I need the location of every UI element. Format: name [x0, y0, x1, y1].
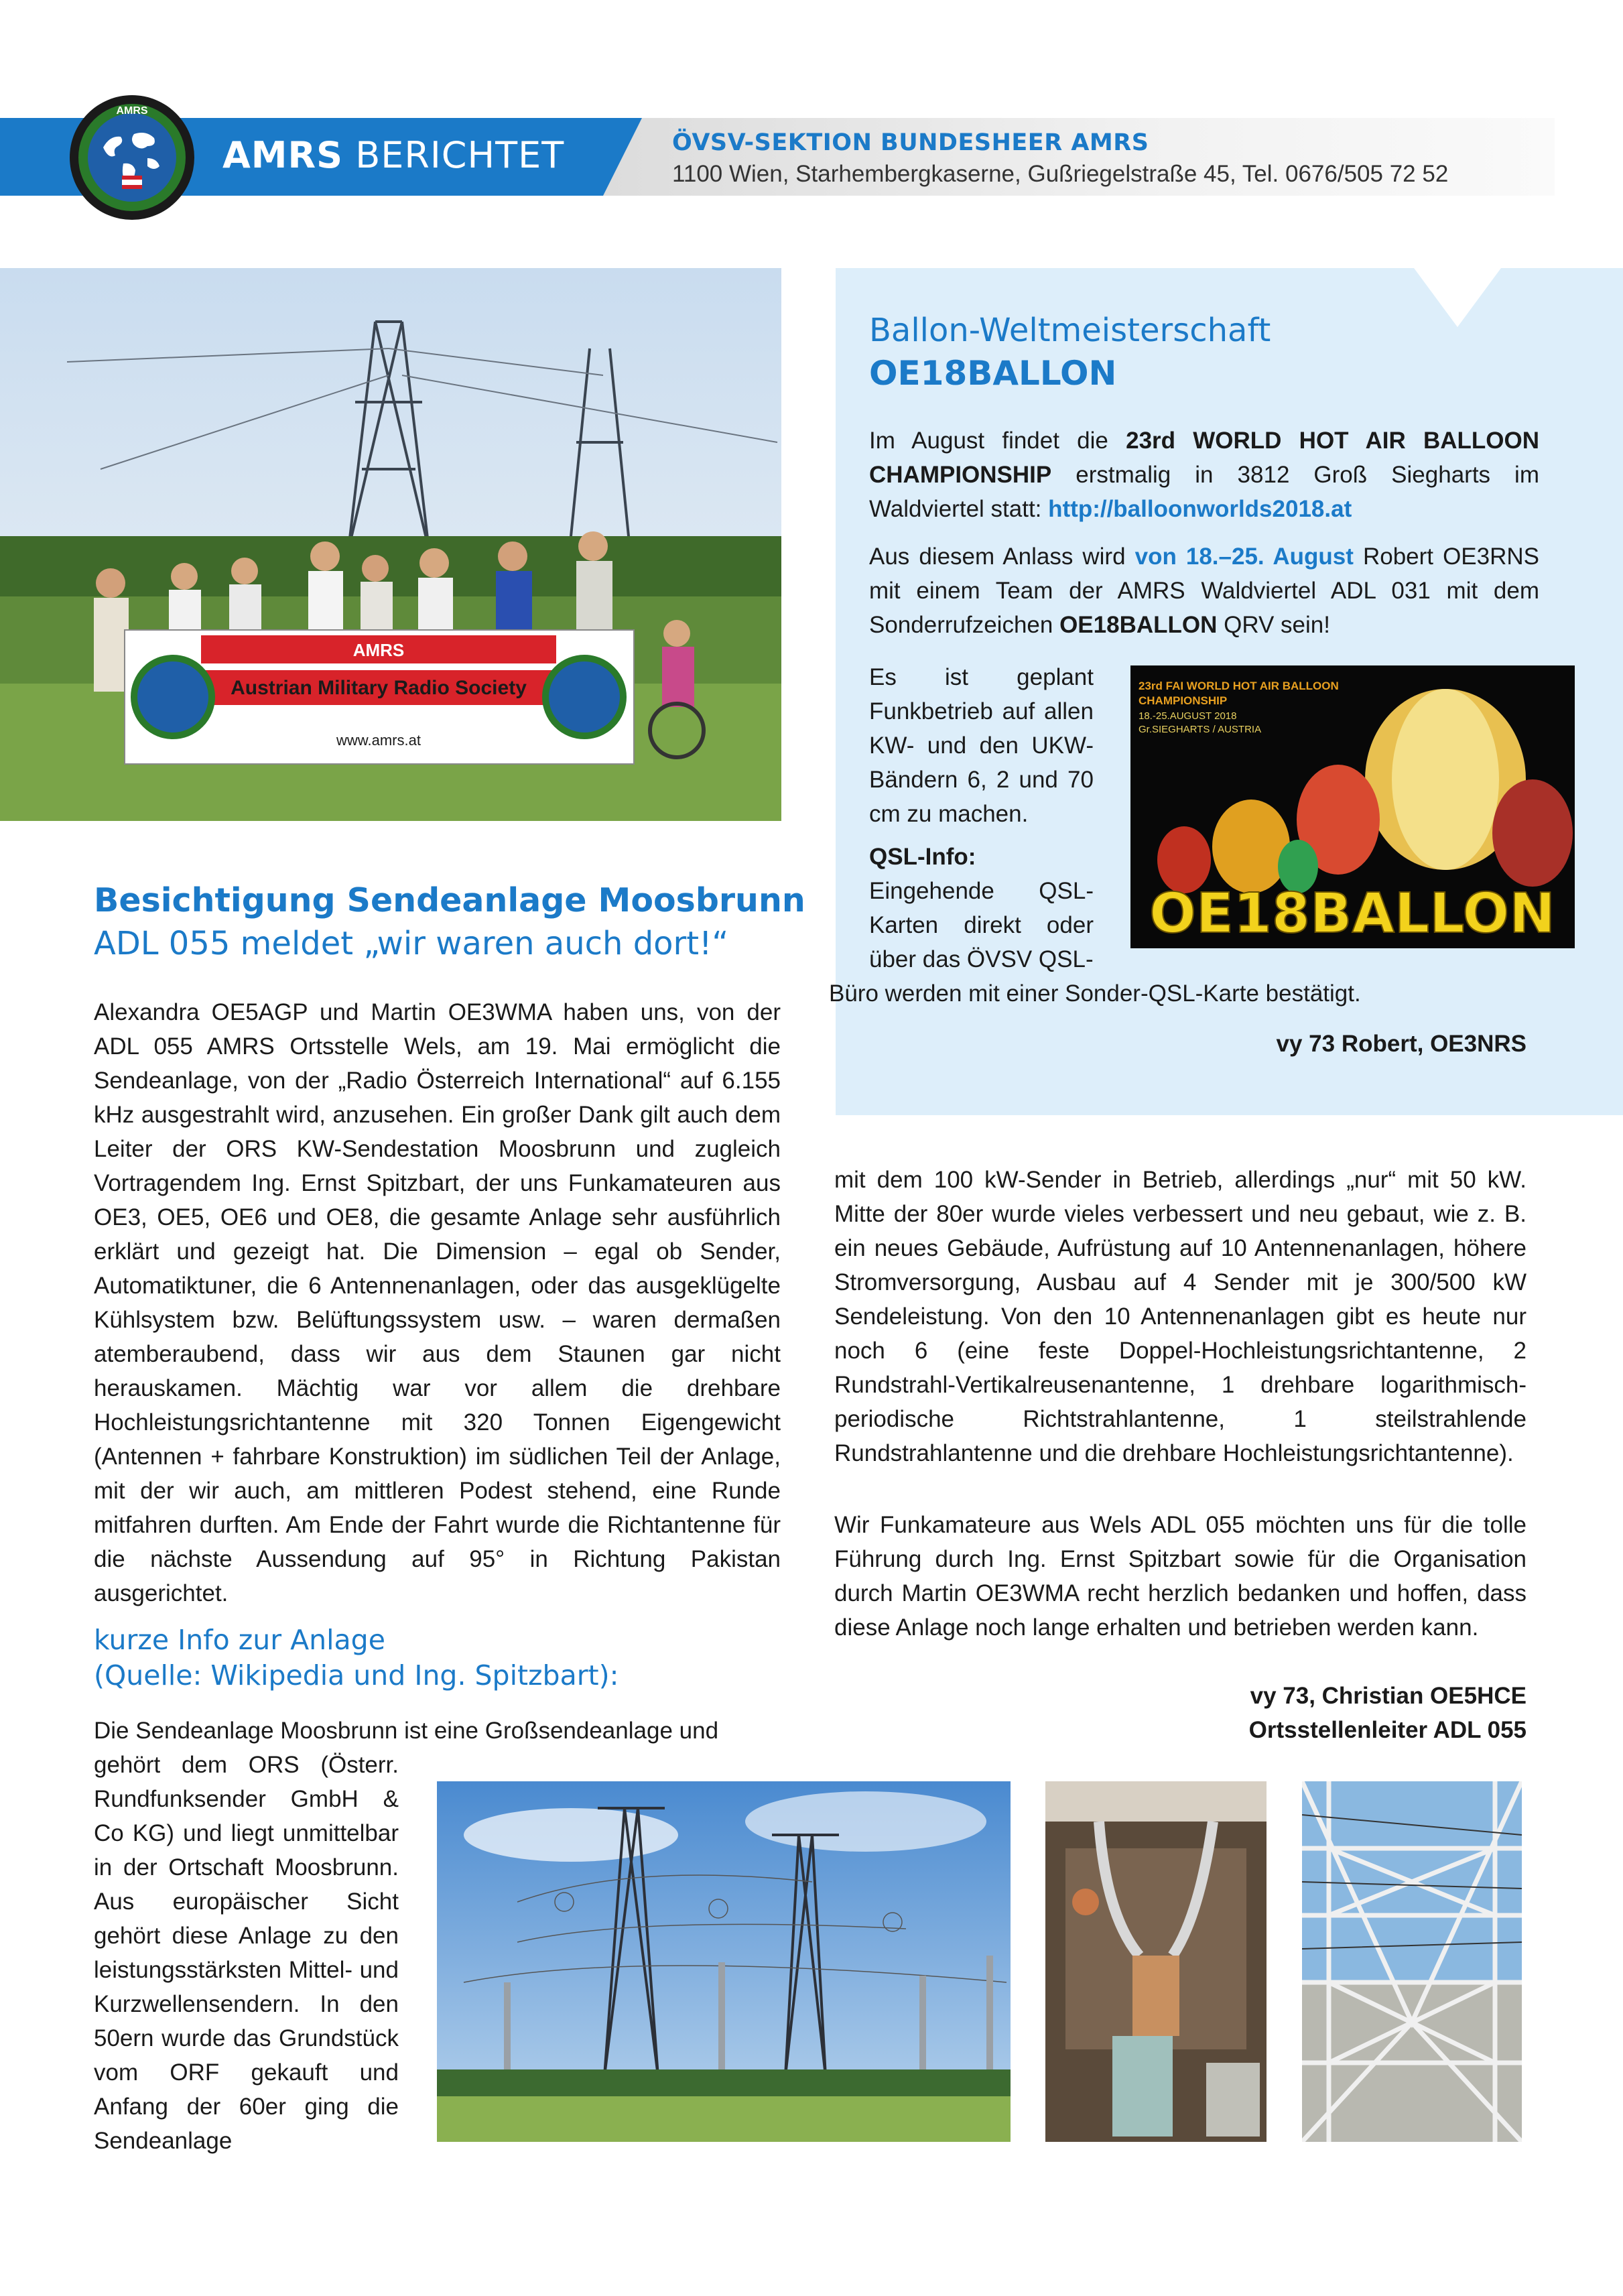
poster-line-2: CHAMPIONSHIP [1139, 694, 1228, 707]
sidebar-signature: vy 73 Robert, OE3NRS [1276, 1031, 1527, 1057]
article-signature-role: Ortsstellenleiter ADL 055 [1248, 1717, 1527, 1743]
balloonworlds-link[interactable]: http://balloonworlds2018.at [1048, 496, 1352, 522]
sidebar-kicker: Ballon-Weltmeisterschaft [869, 312, 1271, 349]
poster-line-3: 18.-25.AUGUST 2018 [1139, 710, 1237, 722]
poster-line-4: Gr.SIEGHARTS / AUSTRIA [1139, 724, 1262, 735]
sidebar-title: OE18BALLON [869, 354, 1117, 393]
article-paragraph-4: Wir Funkamateure aus Wels ADL 055 möchten uns für die tolle Führung durch Ing. Ernst Spitzbart sowie für die Organisation durch Martin OE3WMA recht herzlich bedanken und hoffen, dass diese Anlage noch lange erhalten und betrieben werden kann. [834, 1512, 1527, 1641]
info-heading-2: (Quelle: Wikipedia und Ing. Spitzbart): [94, 1659, 619, 1692]
lattice-structure-photo [1302, 1781, 1522, 2142]
article-paragraph-2-line1: Die Sendeanlage Moosbrunn ist eine Großsendeanlage und [94, 1718, 719, 1744]
article-paragraph-3: mit dem 100 kW-Sender in Betrieb, allerdings „nur“ mit 50 kW. Mitte der 80er wurde vieles verbessert und neu gebaut, wie z. B. ein neues Gebäude, Aufrüstung auf 10 Antennenanlagen, höhere Stromversorgung, Ausbau auf 4 Sender mit je 300/500 kW Sendeleistung. Von den 10 Antennenanlagen gibt es heute nur noch 6 (eine feste Doppel-Hochleistungsrichtantenne, 2 Rundstrahl-Vertikalreusenantenne, 1 drehbare logarithmisch-periodische Richtstrahlantenne, 1 steilstrahlende Rundstrahlantenne und die drehbare Hochleistungsrichtantenne). [834, 1167, 1527, 1466]
sidebar-paragraph-4-end: Büro werden mit einer Sonder-QSL-Karte bestätigt. [829, 980, 1361, 1007]
header-org: ÖVSV-SEKTION BUNDESHEER AMRS [672, 129, 1149, 156]
article-paragraph-1: Alexandra OE5AGP und Martin OE3WMA haben uns, von der ADL 055 AMRS Ortsstelle Wels, am 19. Mai ermöglicht die Sendeanlage, von der „Radio Österreich International“ auf 6.155 kHz ausgestrahlt wird, anzusehen. Ein großer Dank gilt auch dem Leiter der ORS KW-Sendestation Moosbrunn und zugleich Vortragendem Ing. Ernst Spitzbart, der uns Funkamateuren aus OE3, OE5, OE6 und OE8, die gesamte Anlage sehr ausführlich erklärt und gezeigt hat. Die Dimension – egal ob Sender, Automatiktuner, die 6 Antennenanlagen, oder das ausgeklügelte Kühlsystem bzw. Belüftungssystem usw. – waren dermaßen atemberaubend, dass wir aus dem Staunen gar nicht herauskamen. Mächtig war vor allem die drehbare Hochleistungsrichtantenne mit 320 Tonnen Eigengewicht (Antennen + fahrbare Konstruktion) im südlichen Teil der Anlage, mit der wir auch, am mittleren Podest stehend, eine Runde mitfahren durften. Am Ende der Fahrt wurde die Richtantenne für die nächste Aussendung auf 95° in Richtung Pakistan ausgerichtet. [94, 999, 781, 1606]
antenna-field-photo [437, 1781, 1011, 2142]
logo-text: AMRS [116, 105, 148, 117]
article-title: Besichtigung Sendeanlage Moosbrunn [94, 881, 805, 919]
poster-line-1: 23rd FAI WORLD HOT AIR BALLOON [1139, 680, 1339, 692]
poster-callsign: OE18BALLON [1149, 882, 1555, 946]
balloon-poster-image [1130, 665, 1575, 948]
sidebar-paragraph-4: QSL-Info: Eingehende QSL-Karten direkt oder über das ÖVSV QSL- [869, 844, 1094, 972]
banner-name: Austrian Military Radio Society [231, 677, 527, 699]
banner-title: AMRS [352, 640, 405, 660]
sidebar-paragraph-1: Im August findet die 23rd WORLD HOT AIR BALLOON CHAMPIONSHIP erstmalig in 3812 Groß Siegharts im Waldviertel statt: http://balloonworlds2018.at [869, 428, 1539, 522]
article-signature-name: vy 73, Christian OE5HCE [1250, 1683, 1527, 1709]
transmitter-interior-photo [1045, 1781, 1267, 2142]
header-address: 1100 Wien, Starhembergkaserne, Gußriegelstraße 45, Tel. 0676/505 72 52 [672, 161, 1449, 187]
article-paragraph-2: gehört dem ORS (Österr. Rundfunksender GmbH & Co KG) und liegt unmittelbar in der Ortschaft Moosbrunn. Aus europäischer Sicht gehört diese Anlage zu den leistungsstärksten Mittel- und Kurzwellensendern. In den 50ern wurde das Grundstück vom ORF gekauft und Anfang der 60er ging die Sendeanlage [94, 1752, 399, 2154]
info-heading-1: kurze Info zur Anlage [94, 1624, 385, 1656]
banner-url: www.amrs.at [336, 732, 421, 749]
sidebar-paragraph-3: Es ist geplant Funkbetrieb auf allen KW- und den UKW-Bändern 6, 2 und 70 cm zu machen. [869, 664, 1094, 827]
group-photo [0, 268, 781, 821]
sidebar-paragraph-2: Aus diesem Anlass wird von 18.–25. August Robert OE3RNS mit einem Team der AMRS Waldviertel ADL 031 mit dem Sonderrufzeichen OE18BALLON QRV sein! [869, 544, 1540, 638]
article-subtitle: ADL 055 meldet „wir waren auch dort!“ [94, 925, 729, 962]
amrs-logo-icon [68, 94, 196, 221]
header-title: AMRS BERICHTET [222, 134, 565, 176]
